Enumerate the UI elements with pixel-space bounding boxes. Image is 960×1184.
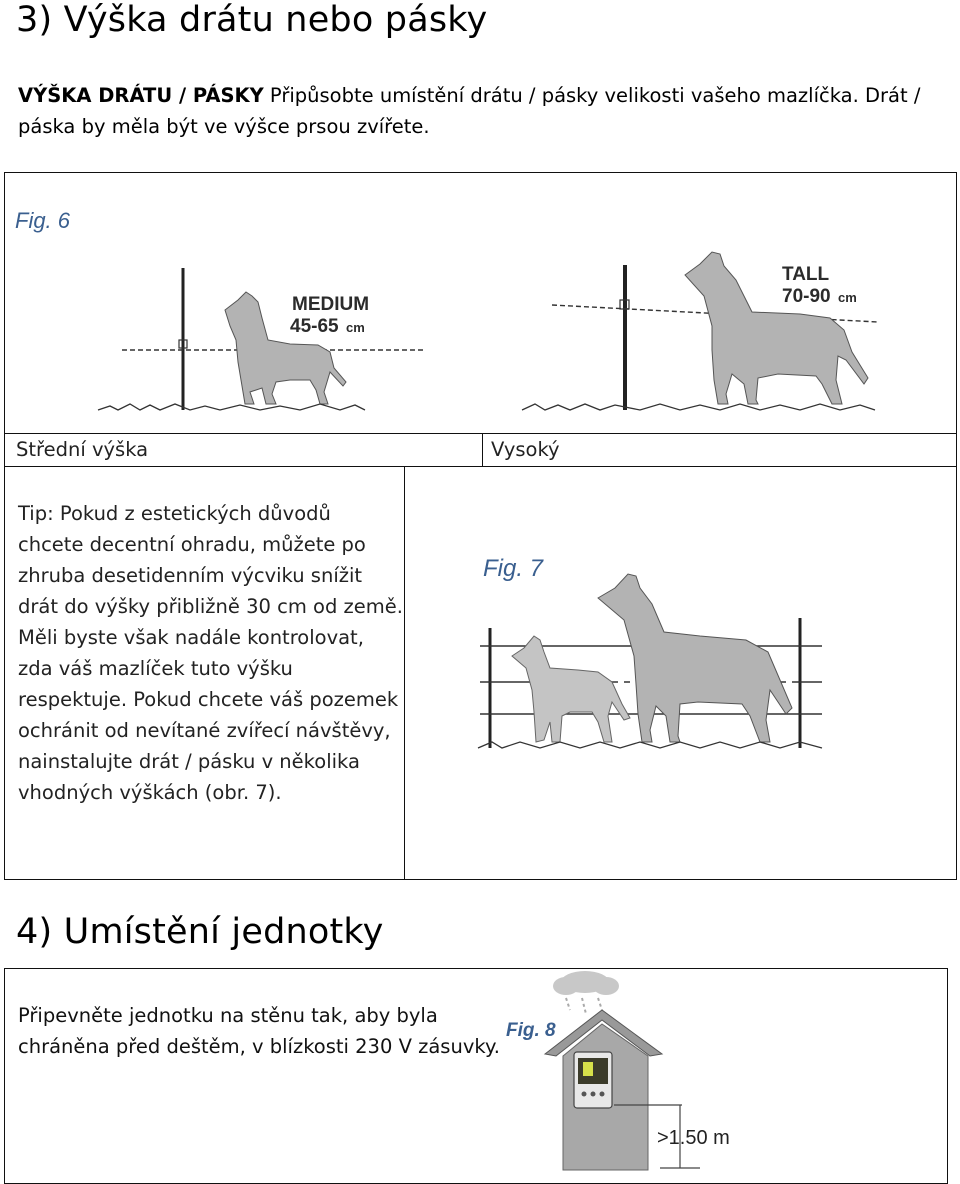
tip-line: Tip: Pokud z estetických důvodů: [18, 502, 331, 525]
intro-text: Připůsobte umístění drátu / pásky velikosti vašeho mazlíčka. Drát / páska by měla být ve výšce prsou zvířete.: [18, 84, 921, 138]
fig7-label: Fig. 7: [483, 555, 544, 582]
section-3-heading: 3) Výška drátu nebo pásky: [16, 0, 488, 40]
placement-line: chráněna před deštěm, v blízkosti 230 V zásuvky.: [18, 1035, 500, 1058]
medium-range: 45-65: [290, 316, 339, 337]
tip-line: nainstalujte drát / pásku v několika: [18, 750, 360, 773]
tall-range: 70-90: [782, 286, 831, 307]
caption-tall: Vysoký: [491, 438, 560, 461]
medium-unit: cm: [346, 320, 365, 335]
tip-line: vhodných výškách (obr. 7).: [18, 781, 282, 804]
rain-cloud-icon: [553, 971, 619, 1014]
caption-medium: Střední výška: [16, 438, 149, 461]
placement-line: Připevněte jednotku na stěnu tak, aby byla: [18, 1004, 438, 1027]
medium-title: MEDIUM: [292, 294, 370, 315]
tip-line: drát do výšky přibližně 30 cm od země.: [18, 595, 403, 618]
section-4-heading: 4) Umístění jednotky: [16, 912, 384, 952]
tip-line: ochránit od nevítané zvířecí návštěvy,: [18, 719, 391, 742]
tall-unit: cm: [838, 290, 857, 305]
tall-title: TALL: [782, 264, 830, 285]
tip-line: zhruba desetidenním výcviku snížit: [18, 564, 363, 587]
tip-line: chcete decentní ohradu, můžete po: [18, 533, 366, 556]
tip-line: respektuje. Pokud chcete váš pozemek: [18, 688, 399, 711]
fig6-label: Fig. 6: [15, 208, 71, 233]
intro-bold-label: VÝŠKA DRÁTU / PÁSKY: [18, 84, 264, 107]
tip-line: Měli byste však nadále kontrolovat,: [18, 626, 364, 649]
height-label: >1.50 m: [657, 1127, 730, 1149]
fig8-label: Fig. 8: [506, 1020, 556, 1041]
unit-label: [583, 1062, 593, 1076]
tip-line: zda váš mazlíček tuto výšku: [18, 657, 293, 680]
